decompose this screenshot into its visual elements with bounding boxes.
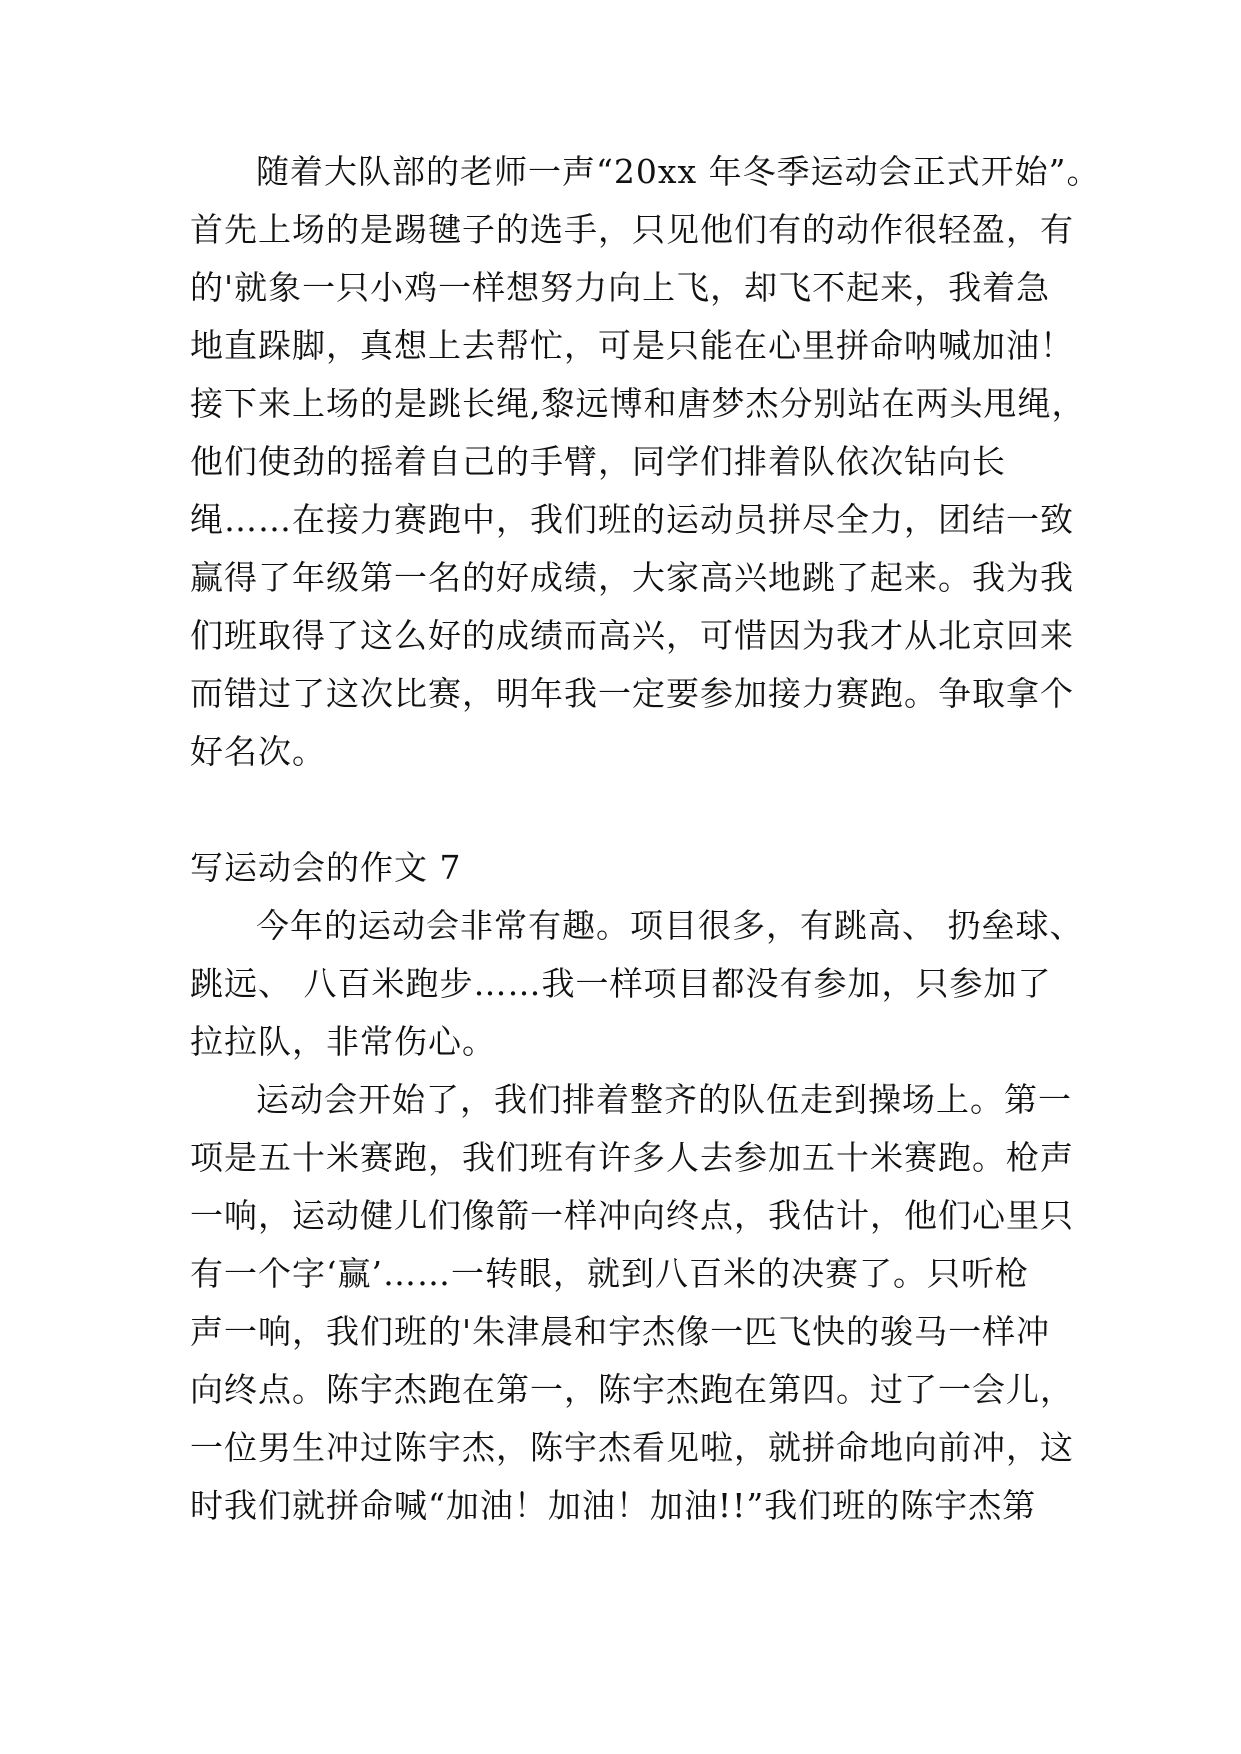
paragraph-line: 赢得了年级第一名的好成绩，大家高兴地跳了起来。我为我	[190, 558, 1074, 597]
paragraph-line: 的'就象一只小鸡一样想努力向上飞，却飞不起来，我着急	[190, 268, 1051, 307]
paragraph-line: 项是五十米赛跑，我们班有许多人去参加五十米赛跑。枪声	[190, 1138, 1074, 1177]
paragraph-line: 一响，运动健儿们像箭一样冲向终点，我估计，他们心里只	[190, 1196, 1074, 1235]
section-heading: 写运动会的作文 7	[190, 848, 462, 887]
paragraph-line: 向终点。陈宇杰跑在第一，陈宇杰跑在第四。过了一会儿，	[190, 1370, 1074, 1409]
paragraph-line: 地直跺脚，真想上去帮忙，可是只能在心里拼命呐喊加油！	[190, 326, 1074, 365]
paragraph-line: 有一个字‘赢’……一转眼，就到八百米的决赛了。只听枪	[190, 1254, 1029, 1293]
paragraph-line: 好名次。	[190, 732, 326, 771]
paragraph-line: 时我们就拼命喊“加油！加油！加油!!”我们班的陈宇杰第	[190, 1486, 1037, 1525]
paragraph-line: 运动会开始了，我们排着整齐的队伍走到操场上。第一	[256, 1080, 1072, 1119]
paragraph-line: 跳远、 八百米跑步……我一样项目都没有参加，只参加了	[190, 964, 1052, 1003]
paragraph-line: 拉拉队，非常伤心。	[190, 1022, 496, 1061]
paragraph-line: 首先上场的是踢毽子的选手，只见他们有的动作很轻盈，有	[190, 210, 1074, 249]
paragraph-line: 声一响，我们班的'朱津晨和宇杰像一匹飞快的骏马一样冲	[190, 1312, 1051, 1351]
paragraph-line: 一位男生冲过陈宇杰，陈宇杰看见啦，就拼命地向前冲，这	[190, 1428, 1074, 1467]
paragraph-line: 今年的运动会非常有趣。项目很多，有跳高、 扔垒球、	[256, 906, 1084, 945]
paragraph-line: 们班取得了这么好的成绩而高兴，可惜因为我才从北京回来	[190, 616, 1074, 655]
paragraph-line: 他们使劲的摇着自己的手臂，同学们排着队依次钻向长	[190, 442, 1006, 481]
paragraph-line: 接下来上场的是跳长绳,黎远博和唐梦杰分别站在两头甩绳，	[190, 384, 1086, 423]
paragraph-line: 而错过了这次比赛，明年我一定要参加接力赛跑。争取拿个	[190, 674, 1074, 713]
paragraph-line: 绳……在接力赛跑中，我们班的运动员拼尽全力，团结一致	[190, 500, 1074, 539]
paragraph-line: 随着大队部的老师一声“20xx 年冬季运动会正式开始”。	[256, 152, 1101, 191]
